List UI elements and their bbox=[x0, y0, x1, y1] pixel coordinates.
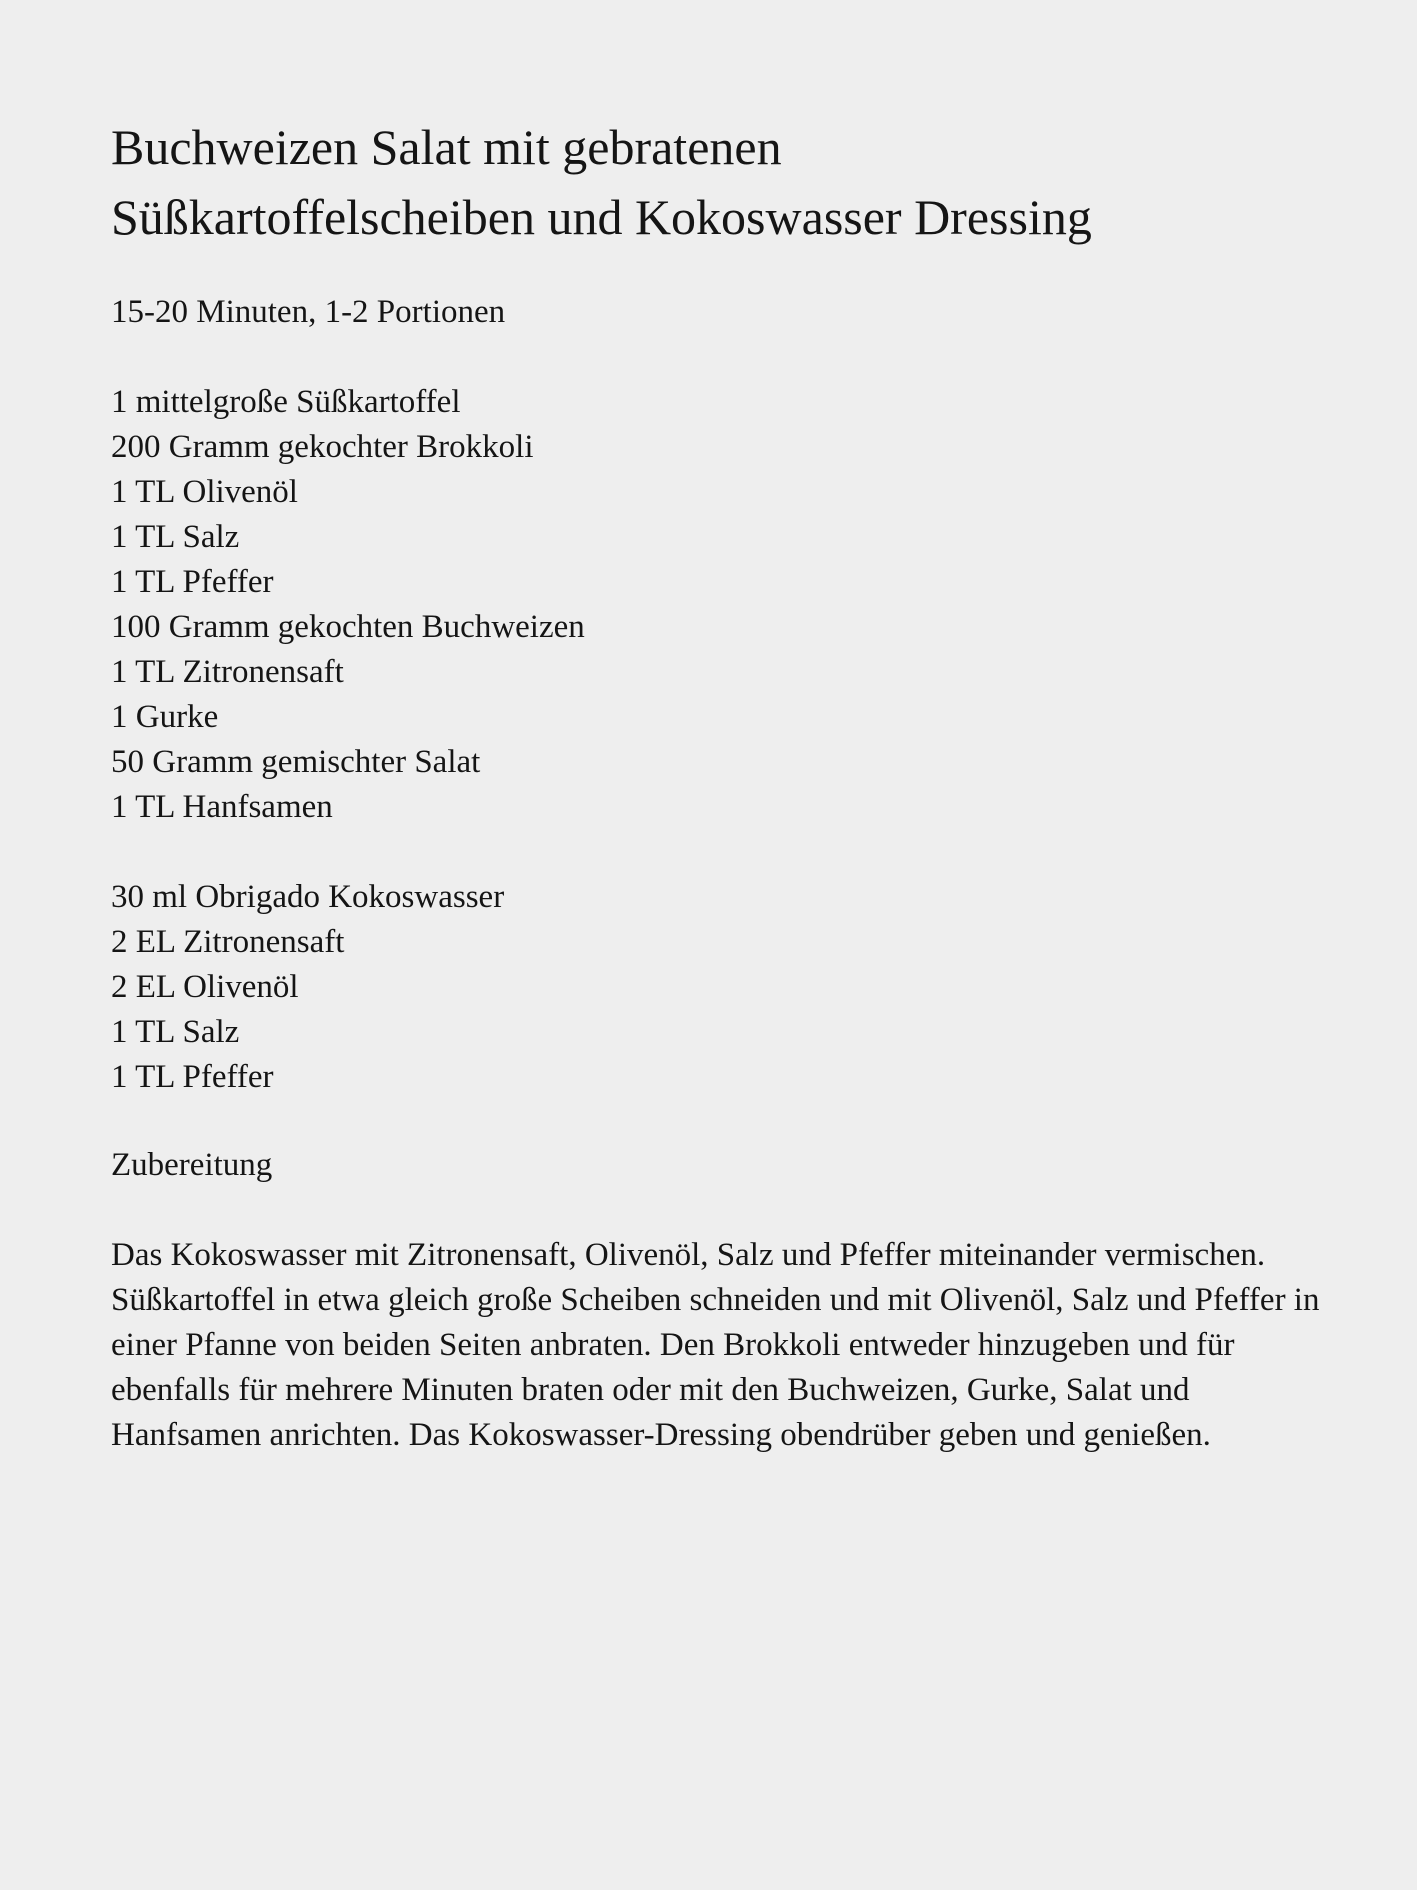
ingredient-list bbox=[111, 380, 585, 830]
preparation-text bbox=[111, 1233, 1321, 1458]
dressing-item: 1 TL Pfeffer bbox=[111, 1059, 274, 1095]
ingredient-item: 1 TL Olivenöl bbox=[111, 474, 298, 510]
ingredient-item: 1 mittelgroße Süßkartoffel bbox=[111, 384, 461, 420]
recipe-title-line-2: Süßkartoffelscheiben und Kokoswasser Dressing bbox=[111, 189, 1092, 245]
dressing-item: 30 ml Obrigado Kokoswasser bbox=[111, 879, 505, 915]
recipe-title bbox=[111, 112, 1331, 252]
recipe-meta: 15-20 Minuten, 1-2 Portionen bbox=[111, 294, 506, 330]
ingredient-item: 1 Gurke bbox=[111, 699, 219, 735]
ingredient-item: 50 Gramm gemischter Salat bbox=[111, 744, 481, 780]
ingredient-item: 1 TL Pfeffer bbox=[111, 564, 274, 600]
ingredient-item: 1 TL Salz bbox=[111, 519, 240, 555]
preparation-paragraph: Das Kokoswasser mit Zitronensaft, Olivenöl, Salz und Pfeffer miteinander vermischen. bbox=[111, 1237, 1266, 1273]
dressing-ingredient-list bbox=[111, 875, 504, 1100]
preparation-heading: Zubereitung bbox=[111, 1147, 273, 1183]
ingredient-item: 100 Gramm gekochten Buchweizen bbox=[111, 609, 585, 645]
dressing-item: 2 EL Olivenöl bbox=[111, 969, 299, 1005]
preparation-paragraph: Süßkartoffel in etwa gleich große Scheiben schneiden und mit Olivenöl, Salz und Pfeffer in einer Pfanne von beiden Seiten anbraten. Den Brokkoli entweder hinzugeben und für ebenfalls für mehrere Minuten braten oder mit den Buchweizen, Gurke, Salat und Hanfsamen anrichten. Das Kokoswasser-Dressing obendrüber geben und genießen. bbox=[111, 1282, 1320, 1453]
dressing-item: 2 EL Zitronensaft bbox=[111, 924, 345, 960]
recipe-content bbox=[111, 112, 1331, 1453]
recipe-title-line-1: Buchweizen Salat mit gebratenen bbox=[111, 119, 782, 175]
dressing-item: 1 TL Salz bbox=[111, 1014, 240, 1050]
ingredient-item: 200 Gramm gekochter Brokkoli bbox=[111, 429, 534, 465]
ingredient-item: 1 TL Hanfsamen bbox=[111, 789, 333, 825]
ingredient-item: 1 TL Zitronensaft bbox=[111, 654, 344, 690]
